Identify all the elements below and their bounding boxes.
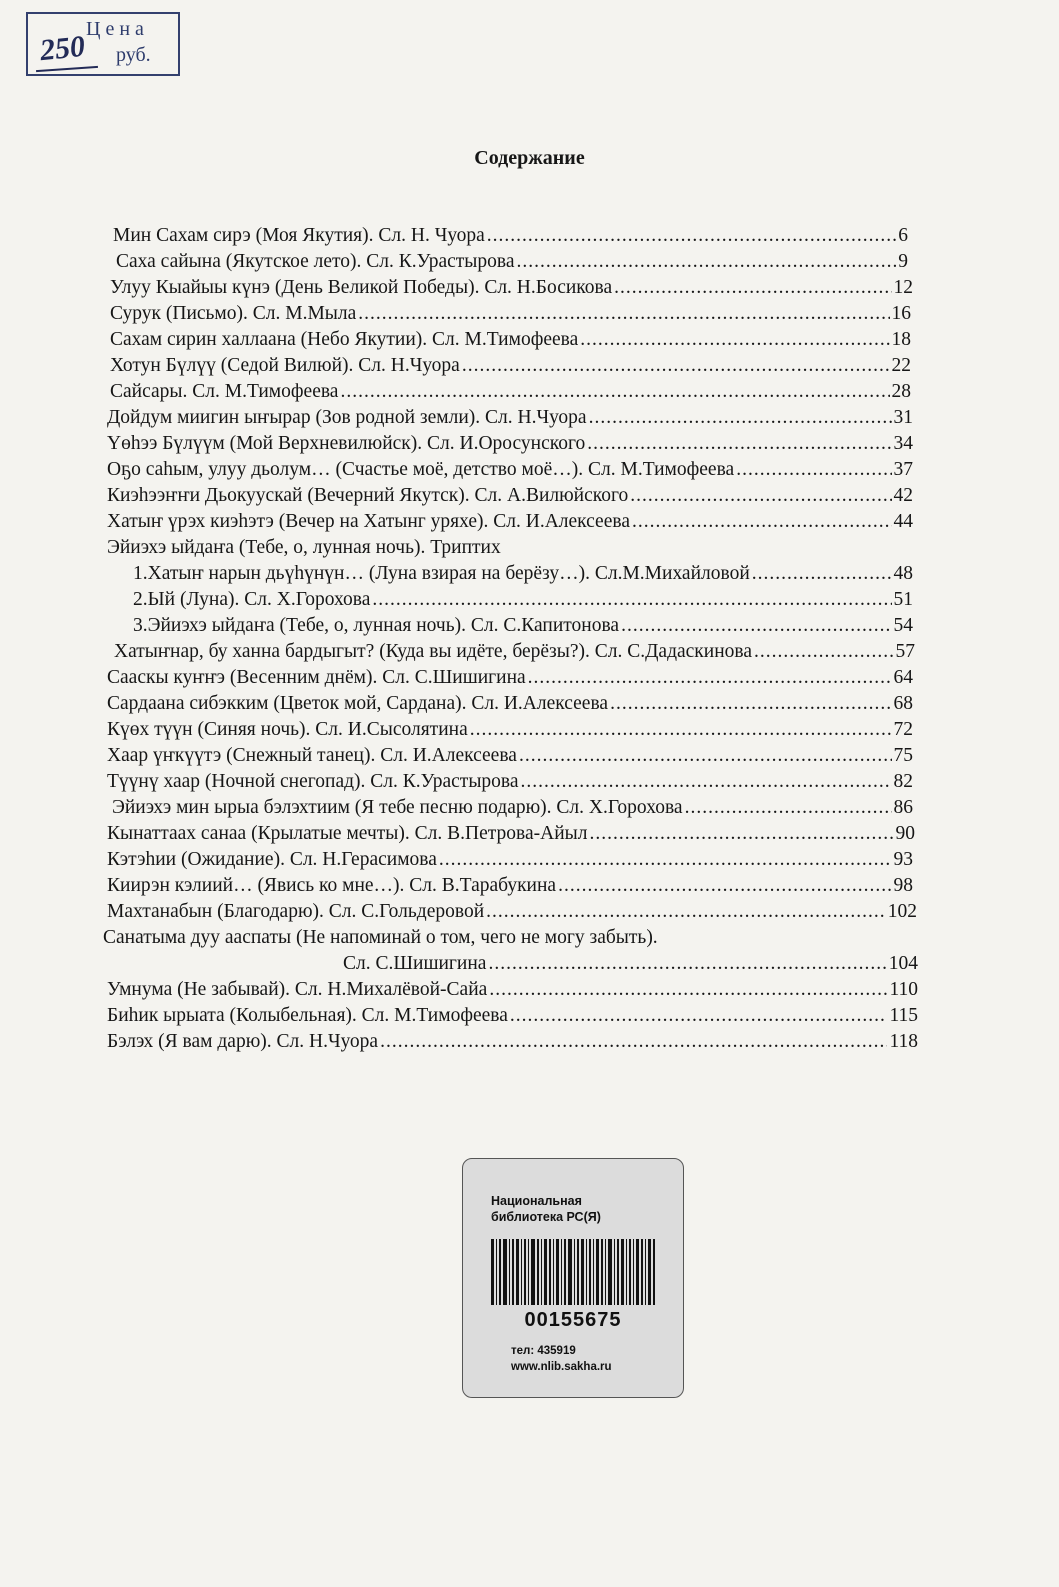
- toc-page-number: 28: [891, 381, 911, 402]
- toc-leader: [439, 847, 892, 873]
- toc-entry-text: Оҕо саһым, улуу дьолум… (Счастье моё, детство моё…). Сл. М.Тимофеева: [107, 459, 735, 480]
- toc-entry: [110, 379, 911, 405]
- toc-leader: [558, 873, 891, 899]
- toc-entry-text: Сурук (Письмо). Сл. М.Мыла: [110, 303, 357, 324]
- toc-leader: [372, 587, 891, 613]
- toc-entry-text: Улуу Кыайыы күнэ (День Великой Победы). Сл. Н.Босикова: [110, 277, 613, 298]
- toc-leader: [380, 1029, 887, 1055]
- toc-entry: [107, 977, 918, 1003]
- library-phone: тел: 435919: [511, 1345, 576, 1357]
- toc-page-number: 90: [895, 823, 915, 844]
- toc-leader: [358, 301, 889, 327]
- toc-page-number: 37: [893, 459, 913, 480]
- library-name-line2: библиотека РС(Я): [491, 1210, 601, 1224]
- price-label: Цена: [86, 18, 149, 40]
- toc-leader: [589, 405, 892, 431]
- toc-entry: [107, 665, 913, 691]
- toc-entry: [107, 769, 913, 795]
- toc-leader: [632, 509, 892, 535]
- toc-leader: [470, 717, 892, 743]
- price-stamp: [26, 12, 180, 76]
- toc-entry-text: Хаар үҥкүүтэ (Снежный танец). Сл. И.Алексеева: [107, 745, 517, 766]
- toc-entry: [113, 223, 908, 249]
- toc-entry-text: Сааскы куҥҥэ (Весенним днём). Сл. С.Шишигина: [107, 667, 526, 688]
- toc-entry-text: Махтанабын (Благодарю). Сл. С.Гольдеровой: [107, 901, 485, 922]
- toc-page-number: 118: [889, 1031, 918, 1052]
- toc-page-number: 16: [891, 303, 911, 324]
- toc-entry-text: Хотун Бүлүү (Седой Вилюй). Сл. Н.Чуора: [110, 355, 460, 376]
- price-unit: руб.: [116, 44, 151, 66]
- toc-entry-text: Сахам сирин халлаана (Небо Якутии). Сл. М.Тимофеева: [110, 329, 579, 350]
- toc-entry: [133, 613, 913, 639]
- toc-entry-text: Кэтэһии (Ожидание). Сл. Н.Герасимова: [107, 849, 437, 870]
- toc-leader: [580, 327, 889, 353]
- toc-entry: [107, 1029, 918, 1055]
- toc-entry-text: Санатыма дуу аaспаты (Не напоминай о том, чего не могу забыть).: [103, 927, 658, 948]
- toc-entry: [116, 249, 908, 275]
- toc-entry-text: Бэлэх (Я вам дарю). Сл. Н.Чуора: [107, 1031, 379, 1052]
- toc-page-number: 102: [887, 901, 917, 922]
- toc-entry: [107, 717, 913, 743]
- toc-page-number: 64: [893, 667, 913, 688]
- toc-leader: [488, 951, 886, 977]
- toc-entry: [110, 327, 911, 353]
- toc-entry: [343, 951, 918, 977]
- toc-entry-text: Дойдум миигин ыҥырар (Зов родной земли). Сл. Н.Чуора: [107, 407, 587, 428]
- toc-entry-text: Сл. С.Шишигина: [343, 953, 487, 974]
- toc-entry: [107, 847, 913, 873]
- toc-entry-text: Кынаттаах санаа (Крылатые мечты). Сл. В.Петрова-Айыл: [107, 823, 588, 844]
- page-title: Содержание: [474, 147, 585, 169]
- toc-page-number: 12: [893, 277, 913, 298]
- library-barcode-sticker: [462, 1158, 684, 1398]
- toc-page-number: 98: [893, 875, 913, 896]
- toc-entry-text: Сардаана сибэкким (Цветок мой, Сардана). Сл. И.Алексеева: [107, 693, 609, 714]
- toc-entry-continued: [103, 925, 915, 951]
- toc-leader: [486, 899, 886, 925]
- toc-entry-text: Киэһээҥҥи Дьокуускай (Вечерний Якутск). Сл. А.Вилюйского: [107, 485, 629, 506]
- toc-entry-text: Түүнү хаар (Ночной снегопад). Сл. К.Урастырова: [107, 771, 519, 792]
- toc-page-number: 72: [893, 719, 913, 740]
- toc-entry-text: Умнума (Не забывай). Сл. Н.Михалёвой-Сайа: [107, 979, 488, 1000]
- toc-leader: [630, 483, 891, 509]
- toc-entry-text: 3.Эйиэхэ ыйдаҥа (Тебе, о, лунная ночь). Сл. С.Капитонова: [133, 615, 620, 636]
- toc-entry-text: Хатыҥнар, бу ханна бардыгыт? (Куда вы идёте, берёзы?). Сл. С.Дадаскинова: [114, 641, 753, 662]
- toc-page-number: 82: [893, 771, 913, 792]
- toc-leader: [510, 1003, 888, 1029]
- toc-entry-text: Киирэн кэлиий… (Явись ко мне…). Сл. В.Тарабукина: [107, 875, 557, 896]
- toc-entry: [107, 691, 913, 717]
- toc-entry: [107, 899, 917, 925]
- toc-entry: [110, 275, 913, 301]
- library-name-line1: Национальная: [491, 1194, 582, 1208]
- toc-leader: [340, 379, 889, 405]
- toc-entry: [107, 743, 913, 769]
- toc-page-number: 115: [889, 1005, 918, 1026]
- toc-page-number: 9: [898, 251, 908, 272]
- toc-page-number: 31: [893, 407, 913, 428]
- toc-entry-text: Биһик ырыата (Колыбельная). Сл. М.Тимофеева: [107, 1005, 508, 1026]
- toc-leader: [610, 691, 891, 717]
- toc-entry-text: Эйиэхэ ыйдаҥа (Тебе, о, лунная ночь). Триптих: [107, 537, 501, 558]
- toc-leader: [519, 743, 892, 769]
- toc-page-number: 18: [891, 329, 911, 350]
- toc-page-number: 51: [893, 589, 913, 610]
- toc-page-number: 6: [898, 225, 908, 246]
- toc-page-number: 44: [893, 511, 913, 532]
- toc-page-number: 75: [893, 745, 913, 766]
- toc-page-number: 110: [889, 979, 918, 1000]
- toc-entry: [107, 1003, 918, 1029]
- toc-entry: [107, 457, 913, 483]
- toc-entry: [114, 639, 915, 665]
- toc-page-number: 42: [893, 485, 913, 506]
- toc-entry-text: Саха сайына (Якутское лето). Сл. К.Урастырова: [116, 251, 515, 272]
- toc-section-heading: [107, 535, 913, 561]
- toc-leader: [589, 821, 893, 847]
- toc-entry: [107, 821, 915, 847]
- toc-entry: [107, 431, 913, 457]
- toc-leader: [736, 457, 891, 483]
- toc-leader: [614, 275, 891, 301]
- toc-entry-text: 2.Ый (Луна). Сл. Х.Горохова: [133, 589, 371, 610]
- toc-entry: [110, 301, 911, 327]
- toc-page-number: 48: [893, 563, 913, 584]
- toc-page-number: 54: [893, 615, 913, 636]
- toc-entry: [133, 561, 913, 587]
- toc-entry-text: 1.Хатыҥ нарын дьүһүнүн… (Луна взирая на берёзу…). Сл.М.Михайловой: [133, 563, 750, 584]
- toc-page-number: 86: [893, 797, 913, 818]
- toc-leader: [528, 665, 892, 691]
- toc-page-number: 57: [895, 641, 915, 662]
- barcode-icon: [491, 1239, 655, 1305]
- toc-leader: [752, 561, 892, 587]
- toc-leader: [521, 769, 892, 795]
- toc-leader: [685, 795, 892, 821]
- toc-entry-text: Күөх түүн (Синяя ночь). Сл. И.Сысолятина: [107, 719, 468, 740]
- toc-page-number: 93: [893, 849, 913, 870]
- toc-entry: [107, 873, 913, 899]
- toc-leader: [462, 353, 890, 379]
- toc-entry-text: Үөһээ Бүлүүм (Мой Верхневилюйск). Сл. И.Оросунского: [107, 433, 586, 454]
- toc-entry-text: Мин Сахам сирэ (Моя Якутия). Сл. Н. Чуора: [113, 225, 485, 246]
- library-name: [491, 1193, 661, 1225]
- barcode-number: 00155675: [524, 1309, 622, 1331]
- toc-leader: [754, 639, 893, 665]
- toc-leader: [587, 431, 891, 457]
- toc-page-number: 34: [893, 433, 913, 454]
- price-amount: 250: [38, 29, 87, 68]
- toc-entry: [107, 405, 913, 431]
- toc-entry: [107, 509, 913, 535]
- toc-entry-text: Эйиэхэ мин ырыа бэлэхтиим (Я тебе песню подарю). Сл. Х.Горохова: [112, 797, 683, 818]
- toc-leader: [487, 223, 896, 249]
- toc-entry: [112, 795, 913, 821]
- toc-page-number: 104: [888, 953, 918, 974]
- toc-leader: [517, 249, 897, 275]
- toc-leader: [489, 977, 887, 1003]
- toc-entry: [107, 483, 913, 509]
- toc-entry: [133, 587, 913, 613]
- toc-page-number: 68: [893, 693, 913, 714]
- toc-page-number: 22: [891, 355, 911, 376]
- toc-entry-text: Хатыҥ үрэх киэһэтэ (Вечер на Хатынг уряхе). Сл. И.Алексеева: [107, 511, 630, 532]
- library-website: www.nlib.sakha.ru: [511, 1361, 612, 1373]
- toc-entry-text: Сайсары. Сл. М.Тимофеева: [110, 381, 339, 402]
- toc-leader: [621, 613, 891, 639]
- toc-entry: [110, 353, 911, 379]
